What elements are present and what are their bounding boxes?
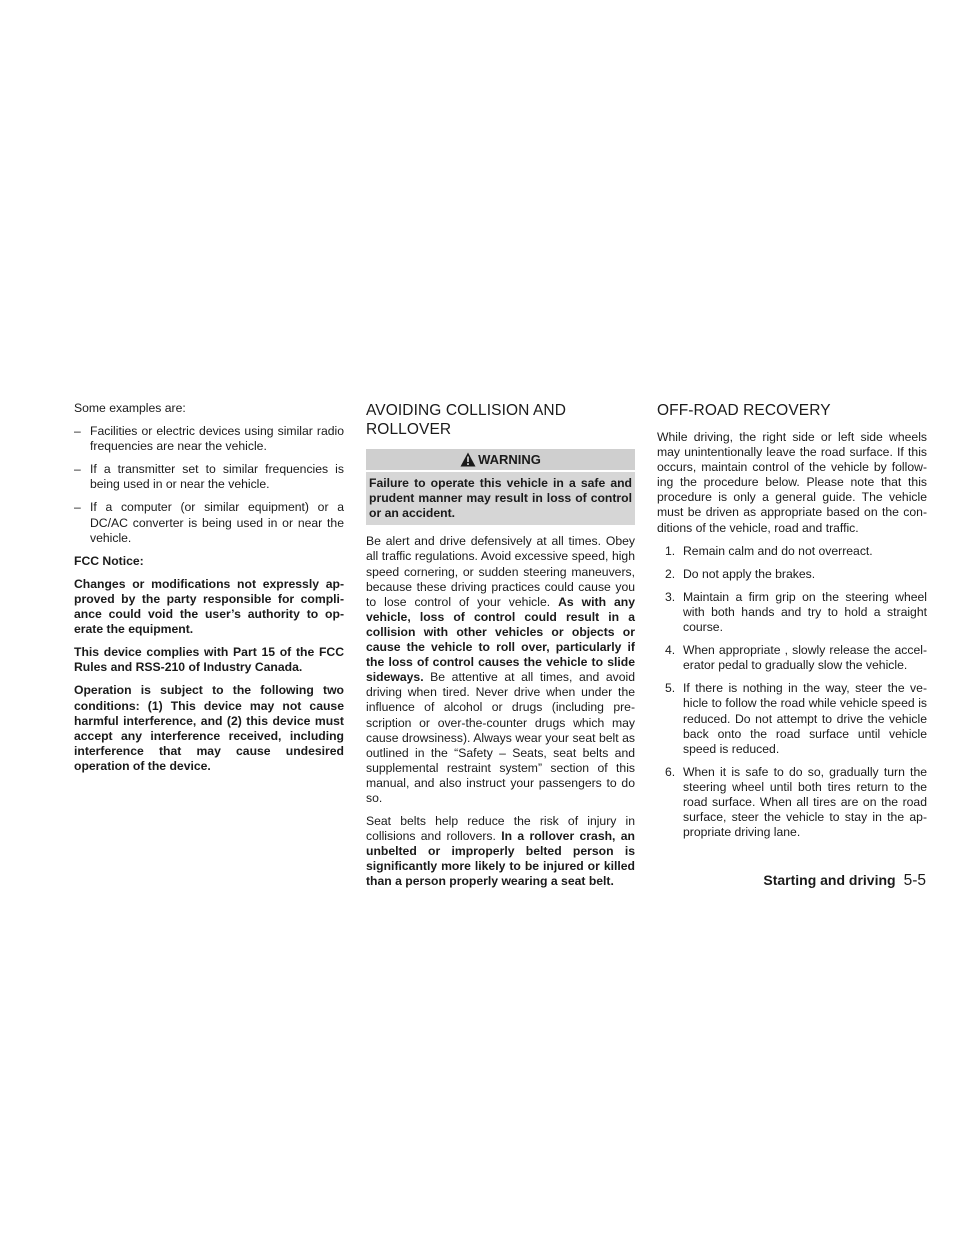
column-left: [74, 401, 344, 782]
list-item: – If a transmitter set to similar frequencies is being used in or near the vehicle.: [74, 462, 344, 492]
fcc-notice-paragraph: Changes or modifications not expressly approved by the party responsible for compliance could void the user’s authority to operate the equipment.: [74, 576, 344, 637]
warning-header: [366, 449, 635, 472]
section-heading-collision: AVOIDING COLLISION AND ROLLOVER: [366, 402, 567, 438]
examples-list: [74, 424, 344, 546]
column-right: [657, 401, 927, 848]
paragraph: Be alert and drive defensively at all times. Obey all traffic regulations. Avoid excessive speed, high speed cornering, or sudden steering maneuvers, because these driving practices could cause you to lose control of your vehicle. As with any vehicle, loss of control could result in a collision with other vehicles or objects or cause the vehicle to roll over, particularly if the loss of control causes the vehicle to slide sideways. Be attentive at all times, and avoid driving when tired. Never drive when under the influence of alcohol or drugs (including prescription or over-the-counter drugs which may cause drowsiness). Always wear your seat belt as outlined in the “Safety – Seats, seat belts and supplemental restraint system” section of this manual, and also instruct your passengers to do so.: [366, 534, 635, 805]
warning-triangle-icon: [460, 452, 476, 467]
page-footer: [763, 871, 926, 890]
list-item: 2. Do not apply the brakes.: [665, 566, 816, 581]
column-middle: [366, 401, 635, 898]
warning-label: WARNING: [478, 452, 541, 467]
footer-section-title: Starting and driving: [763, 872, 896, 888]
page-number: 5-5: [903, 872, 926, 889]
offroad-intro: While driving, the right side or left side wheels may unintentionally leave the road surface. If this occurs, maintain control of the vehicle by following the procedure below. Please note that this procedure is only a general guide. The vehicle must be driven as appropriate based on the conditions of the vehicle, road and traffic.: [657, 430, 927, 535]
list-item: 6. When it is safe to do so, gradually turn the steering wheel until both tires return to the road surface. When all tires are on the road surface, steer the vehicle to stay in the appropriate driving lane.: [665, 764, 927, 840]
list-item: – Facilities or electric devices using similar radio frequencies are near the vehicle.: [74, 424, 344, 454]
list-item: 5. If there is nothing in the way, steer the vehicle to follow the road while vehicle speed is reduced. Do not attempt to drive the vehicle back onto the road surface until vehicle speed is reduced.: [665, 681, 927, 756]
examples-intro: Some examples are:: [74, 401, 186, 415]
warning-text: Failure to operate this vehicle in a safe and prudent manner may result in loss of control or an accident.: [369, 476, 632, 521]
recovery-steps: [657, 544, 927, 841]
list-item: 3. Maintain a firm grip on the steering wheel with both hands and try to hold a straight course.: [665, 589, 927, 635]
fcc-notice-paragraph: This device complies with Part 15 of the FCC Rules and RSS-210 of Industry Canada.: [74, 645, 344, 675]
fcc-notice-heading: FCC Notice:: [74, 553, 144, 568]
paragraph: Seat belts help reduce the risk of injury in collisions and rollovers. In a rollover crash, an unbelted or improperly belted person is significantly more likely to be injured or killed than a person properly wearing a seat belt.: [366, 814, 635, 889]
warning-box: [366, 449, 635, 525]
fcc-notice-paragraph: Operation is subject to the following two conditions: (1) This device may not cause harmful interference, and (2) this device must accept any interference received, including interference that may cause undesired operation of the device.: [74, 683, 344, 773]
list-item: 1. Remain calm and do not overreact.: [665, 543, 873, 558]
list-item: – If a computer (or similar equipment) or a DC/AC converter is being used in or near the vehicle.: [74, 500, 344, 545]
list-item: 4. When appropriate , slowly release the accelerator pedal to gradually slow the vehicle.: [665, 643, 927, 673]
section-heading-offroad: OFF-ROAD RECOVERY: [657, 402, 831, 419]
